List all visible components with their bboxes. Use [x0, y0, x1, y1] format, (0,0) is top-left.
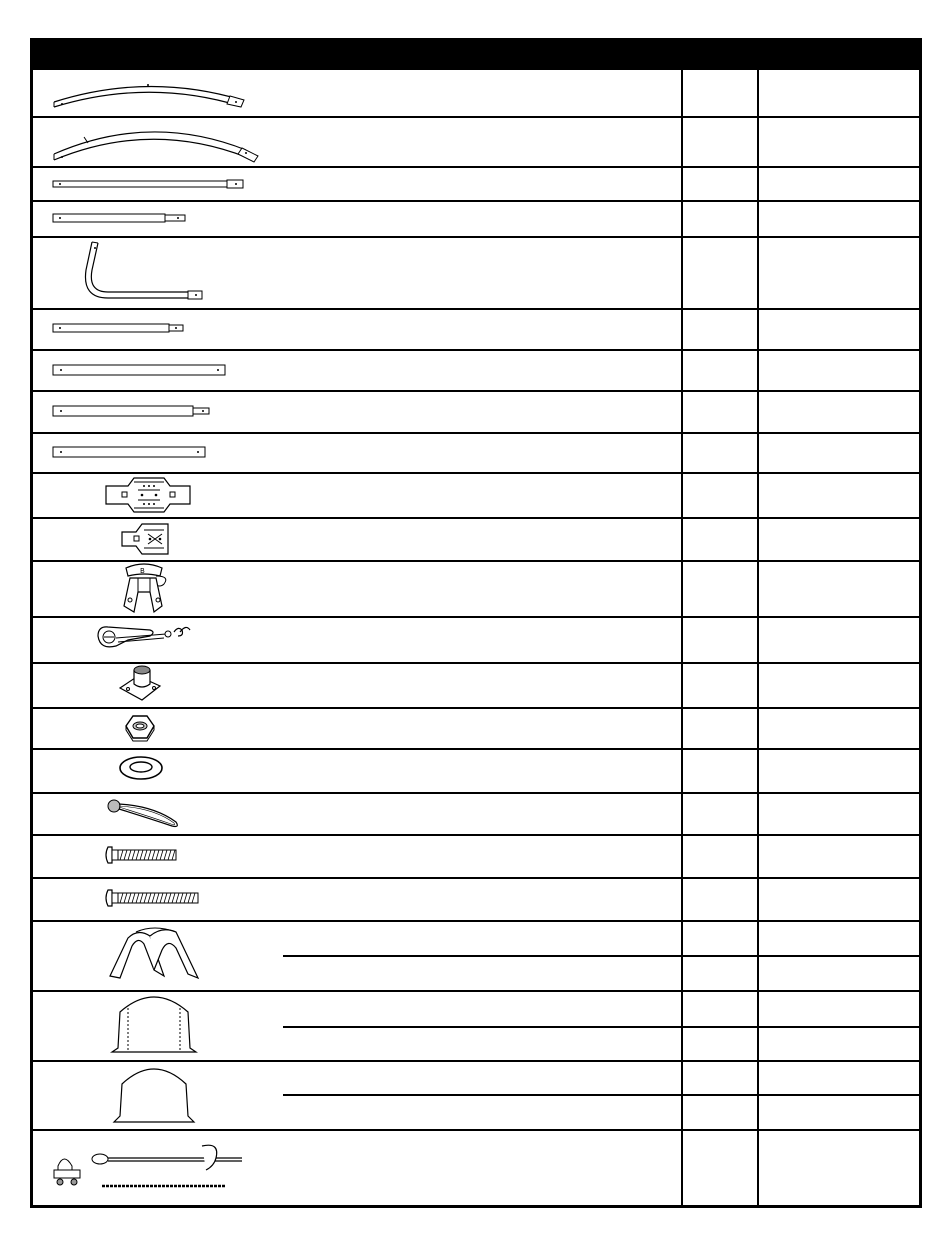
- bent-corner-tube-illustration: [78, 240, 208, 304]
- hex-nut-illustration: [124, 713, 156, 743]
- row-divider: [33, 116, 919, 118]
- row-divider: [33, 236, 919, 238]
- straight-tube-plain-medium-illustration: [52, 446, 212, 458]
- bungee-ball-tie-illustration: [104, 796, 184, 832]
- ratchet-tensioner-illustration: [94, 622, 198, 652]
- column-divider: [757, 70, 759, 1205]
- row-divider: [33, 390, 919, 392]
- row-divider: [33, 432, 919, 434]
- straight-tube-short-b-illustration: [52, 322, 192, 334]
- row-divider: [33, 166, 919, 168]
- wing-nut-bracket-illustration: [116, 562, 172, 614]
- sub-row-divider: [283, 955, 919, 957]
- row-divider: [33, 1060, 919, 1062]
- straight-tube-short-with-sleeve-illustration: [52, 212, 192, 224]
- svg-text:B: B: [140, 567, 145, 575]
- side-connector-plate-illustration: [120, 522, 172, 556]
- long-carriage-bolt-illustration: [104, 888, 202, 908]
- sub-row-divider: [283, 1026, 919, 1028]
- short-roof-arch-tube-illustration: [50, 76, 250, 112]
- rear-end-panel-illustration: [110, 1064, 198, 1124]
- row-divider: [33, 834, 919, 836]
- row-divider: [33, 920, 919, 922]
- row-divider: [33, 990, 919, 992]
- row-divider: [33, 200, 919, 202]
- row-divider: [33, 748, 919, 750]
- row-divider: [33, 472, 919, 474]
- row-divider: [33, 616, 919, 618]
- row-divider: [33, 517, 919, 519]
- straight-tube-plain-long-illustration: [52, 364, 232, 376]
- row-divider: [33, 707, 919, 709]
- flat-washer-illustration: [118, 754, 164, 782]
- long-roof-arch-tube-illustration: [50, 120, 270, 166]
- main-cover-illustration: [106, 926, 202, 982]
- straight-tube-long-with-sleeve-illustration: [52, 178, 248, 190]
- short-carriage-bolt-illustration: [104, 845, 180, 865]
- anchor-kit-illustration: [50, 1136, 246, 1192]
- row-divider: [33, 877, 919, 879]
- row-divider: [33, 349, 919, 351]
- sub-row-divider: [283, 1094, 919, 1096]
- row-divider: [33, 792, 919, 794]
- row-divider: [33, 1129, 919, 1131]
- straight-tube-swaged-illustration: [52, 405, 218, 417]
- table-header-bar: [30, 38, 922, 70]
- front-end-panel-illustration: [110, 994, 198, 1054]
- cross-connector-plate-illustration: [104, 476, 194, 514]
- row-divider: [33, 308, 919, 310]
- foot-plate-illustration: [116, 664, 164, 704]
- column-divider: [681, 70, 683, 1205]
- row-divider: [33, 662, 919, 664]
